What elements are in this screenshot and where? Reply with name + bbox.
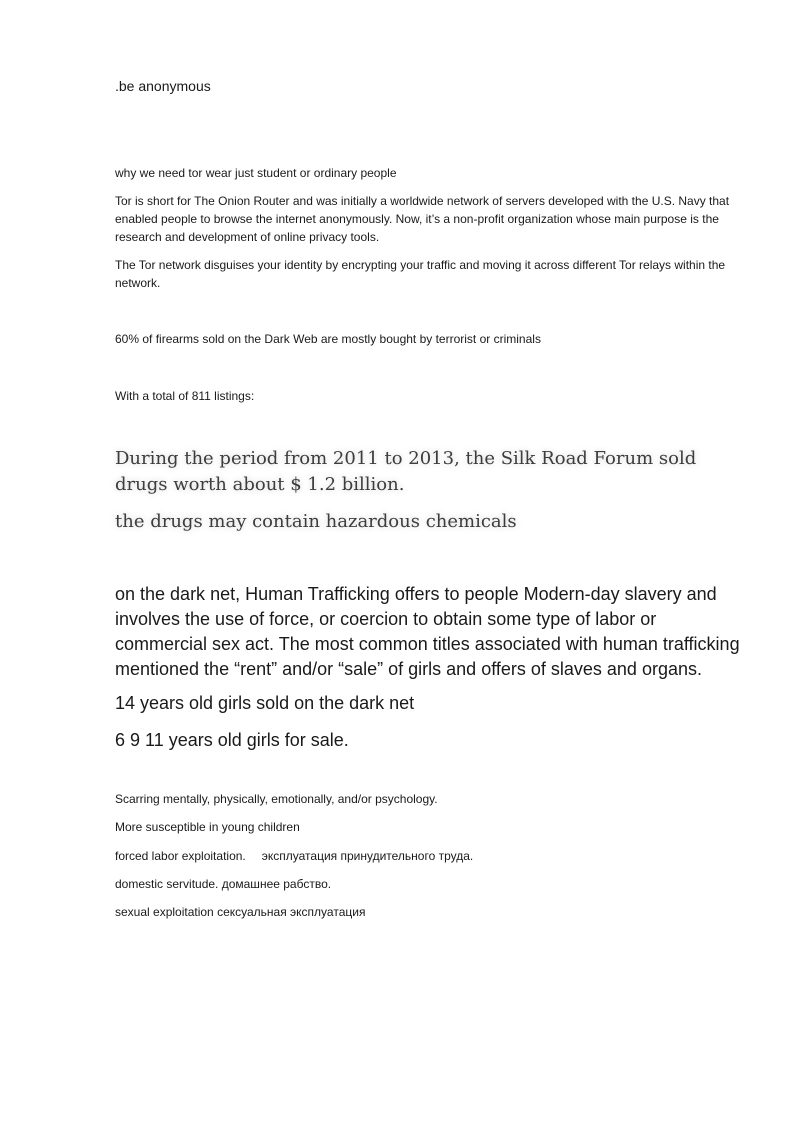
domestic-line: domestic servitude. домашнее рабство. (115, 877, 332, 891)
girls-line-1: 14 years old girls sold on the dark net (115, 693, 415, 713)
effects-line-2: More susceptible in young children (115, 820, 300, 834)
silk-road-line: During the period from 2011 to 2013, the Silk Road Forum sold drugs worth about $ 1.2 billion. (115, 448, 697, 495)
trafficking-paragraph: on the dark net, Human Trafficking offers to people Modern-day slavery and involves the use of force, or coercion to obtain some type of labor or commercial sex act. The most common titles associated with human trafficking mentioned the “rent” and/or “sale” of girls and offers of slaves and organs. (115, 584, 740, 679)
forced-labor-line (115, 847, 745, 865)
sexual-line: sexual exploitation сексуальная эксплуатация (115, 905, 366, 919)
effects-line-1: Scarring mentally, physically, emotionally, and/or psychology. (115, 792, 438, 806)
forced-labor-ru: эксплуатация принудительного труда. (261, 849, 474, 863)
heading: .be anonymous (115, 78, 211, 94)
listings-line: With a total of 811 listings: (115, 389, 255, 403)
intro-line: why we need tor wear just student or ordinary people (115, 166, 397, 180)
drugs-line: the drugs may contain hazardous chemicals (115, 511, 517, 532)
girls-line-2: 6 9 11 years old girls for sale. (115, 730, 349, 750)
tor-paragraph-1: Tor is short for The Onion Router and was initially a worldwide network of servers developed with the U.S. Navy that enabled people to browse the internet anonymously. Now, it’s a non-profit organization whose main purpose is the research and development of online privacy tools. (115, 194, 730, 244)
forced-labor-en: forced labor exploitation. (115, 849, 246, 863)
firearms-line: 60% of firearms sold on the Dark Web are mostly bought by terrorist or criminals (115, 332, 541, 346)
tor-paragraph-2: The Tor network disguises your identity by encrypting your traffic and moving it across different Tor relays within the network. (115, 258, 726, 290)
